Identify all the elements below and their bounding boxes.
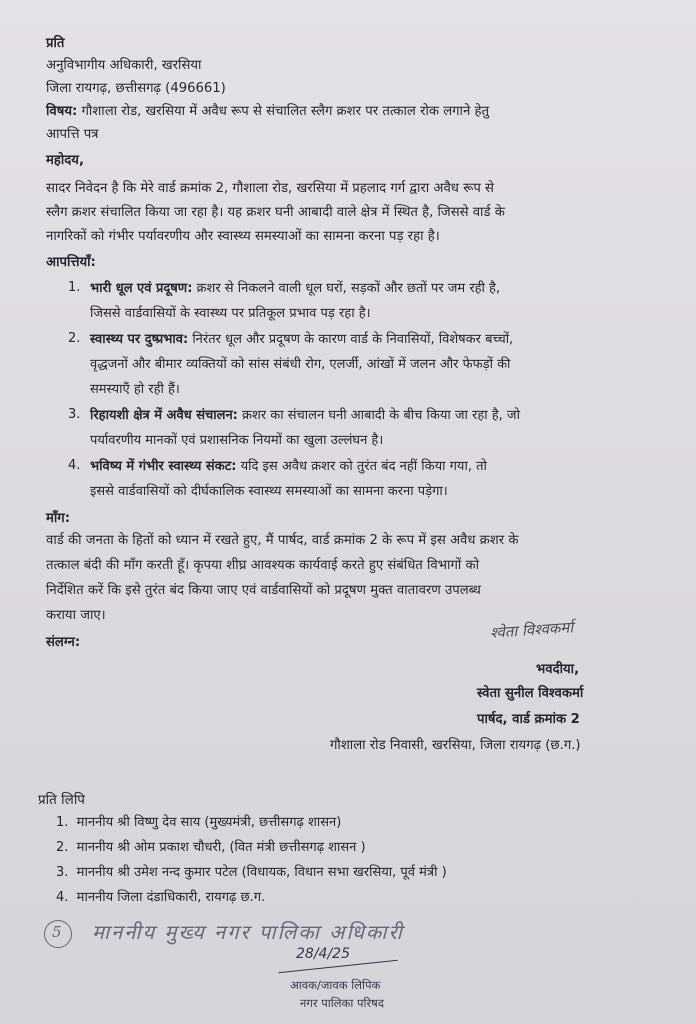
objection-1-title: भारी धूल एवं प्रदूषण: — [90, 281, 193, 296]
objection-1-line-2: जिससे वार्डवासियों के स्वास्थ्य पर प्रतिकूल प्रभाव पड़ रहा है। — [90, 306, 371, 321]
intro-line-3: नागरिकों को गंभीर पर्यावरणीय और स्वास्थ्य समस्याओं का सामना करना पड़ रहा है। — [46, 229, 440, 244]
enclosure-label: संलग्न: — [46, 635, 81, 650]
objection-1-number: 1. — [68, 280, 81, 295]
objections-heading: आपत्तियाँ: — [46, 255, 96, 270]
objection-2-number: 2. — [68, 331, 81, 346]
demand-line-1: वार्ड की जनता के हितों को ध्यान में रखते हुए, मैं पार्षद, वार्ड क्रमांक 2 के रूप में इस अवैध क्रशर के — [46, 533, 519, 548]
subject-label: विषय: — [46, 104, 78, 119]
copy-item-3: 3. माननीय श्री उमेश नन्द कुमार पटेल (विधायक, विधान सभा खरसिया, पूर्व मंत्री ) — [56, 865, 447, 880]
stamp-date: 28/4/25 — [296, 946, 350, 962]
subject-text: गौशाला रोड, खरसिया में अवैध रूप से संचालित स्लैग क्रशर पर तत्काल रोक लगाने हेतु — [77, 104, 490, 119]
subject-continuation: आपत्ति पत्र — [46, 127, 99, 142]
recipient-line-1: अनुविभागीय अधिकारी, खरसिया — [46, 58, 202, 73]
copy-heading: प्रति लिपि — [38, 792, 85, 808]
objection-1-line-1: भारी धूल एवं प्रदूषण: क्रशर से निकलने वाली धूल घरों, सड़कों और छतों पर जम रही है, — [90, 281, 501, 296]
handwritten-signature: श्वेता विश्वकर्मा — [489, 618, 574, 642]
objection-3-title: रिहायशी क्षेत्र में अवैध संचालन: — [90, 408, 238, 423]
signatory-designation: पार्षद, वार्ड क्रमांक 2 — [477, 712, 580, 727]
copy-item-4: 4. माननीय जिला दंडाधिकारी, रायगढ़ छ.ग. — [56, 890, 266, 905]
demand-heading: माँग: — [46, 511, 70, 526]
objection-2-line-2: वृद्धजनों और बीमार व्यक्तियों को सांस संबंधी रोग, एलर्जी, आंखों में जलन और फेफड़ों की — [90, 357, 511, 372]
objection-3-line-1: रिहायशी क्षेत्र में अवैध संचालन: क्रशर का संचालन घनी आबादी के बीच किया जा रहा है, जो — [90, 408, 520, 423]
signatory-name: स्वेता सुनील विश्वकर्मा — [477, 686, 584, 701]
closing: भवदीया, — [536, 662, 580, 677]
prati-label: प्रति — [46, 36, 65, 51]
objection-4-number: 4. — [68, 458, 81, 473]
objection-4-line-1: भविष्य में गंभीर स्वास्थ्य संकट: यदि इस अवैध क्रशर को तुरंत बंद नहीं किया गया, तो — [90, 459, 487, 474]
handwritten-number: 5 — [52, 923, 62, 941]
signatory-address: गौशाला रोड निवासी, खरसिया, जिला रायगढ़ (छ.ग.) — [330, 738, 581, 753]
demand-line-4: कराया जाए। — [46, 608, 106, 623]
copy-item-2: 2. माननीय श्री ओम प्रकाश चौधरी, (वित मंत्री छत्तीसगढ़ शासन ) — [56, 840, 366, 855]
recipient-line-2: जिला रायगढ़, छत्तीसगढ़ (496661) — [46, 81, 226, 96]
stamp-line-1: आवक/जावक लिपिक — [290, 978, 381, 992]
objection-3-number: 3. — [68, 407, 81, 422]
demand-line-3: निर्देशित करें कि इसे तुरंत बंद किया जाए एवं वार्डवासियों को प्रदूषण मुक्त वातावरण उपलब्ध — [46, 583, 481, 598]
objection-2-title: स्वास्थ्य पर दुष्प्रभाव: — [90, 332, 189, 347]
subject-line — [46, 101, 489, 122]
copy-item-1: 1. माननीय श्री विष्णु देव साय (मुख्यमंत्री, छत्तीसगढ़ शासन) — [56, 815, 342, 830]
intro-line-2: स्लैग क्रशर संचालित किया जा रहा है। यह क्रशर घनी आबादी वाले क्षेत्र में स्थित है, जिससे वार्ड के — [46, 205, 505, 220]
stamp-line-2: नगर पालिका परिषद — [300, 996, 384, 1010]
intro-line-1: सादर निवेदन है कि मेरे वार्ड क्रमांक 2, गौशाला रोड, खरसिया में प्रहलाद गर्ग द्वारा अवैध रूप से — [46, 181, 494, 196]
demand-line-2: तत्काल बंदी की माँग करती हूँ। कृपया शीघ्र आवश्यक कार्यवाई करते हुए संबंधित विभागों को — [46, 558, 480, 573]
salutation: महोदय, — [46, 153, 84, 168]
objection-2-line-1: स्वास्थ्य पर दुष्प्रभाव: निरंतर धूल और प्रदूषण के कारण वार्ड के निवासियों, विशेषकर बच्चों, — [90, 332, 514, 347]
objection-4-line-2: इससे वार्डवासियों को दीर्घकालिक स्वास्थ्य समस्याओं का सामना करना पड़ेगा। — [90, 484, 448, 499]
objection-2-line-3: समस्याएँ हो रही हैं। — [90, 382, 180, 397]
objection-3-line-2: पर्यावरणीय मानकों एवं प्रशासनिक नियमों का खुला उल्लंघन है। — [90, 433, 384, 448]
objection-4-title: भविष्य में गंभीर स्वास्थ्य संकट: — [90, 459, 237, 474]
handwritten-copy-item-5: माननीय मुख्य नगर पालिका अधिकारी — [92, 920, 404, 944]
